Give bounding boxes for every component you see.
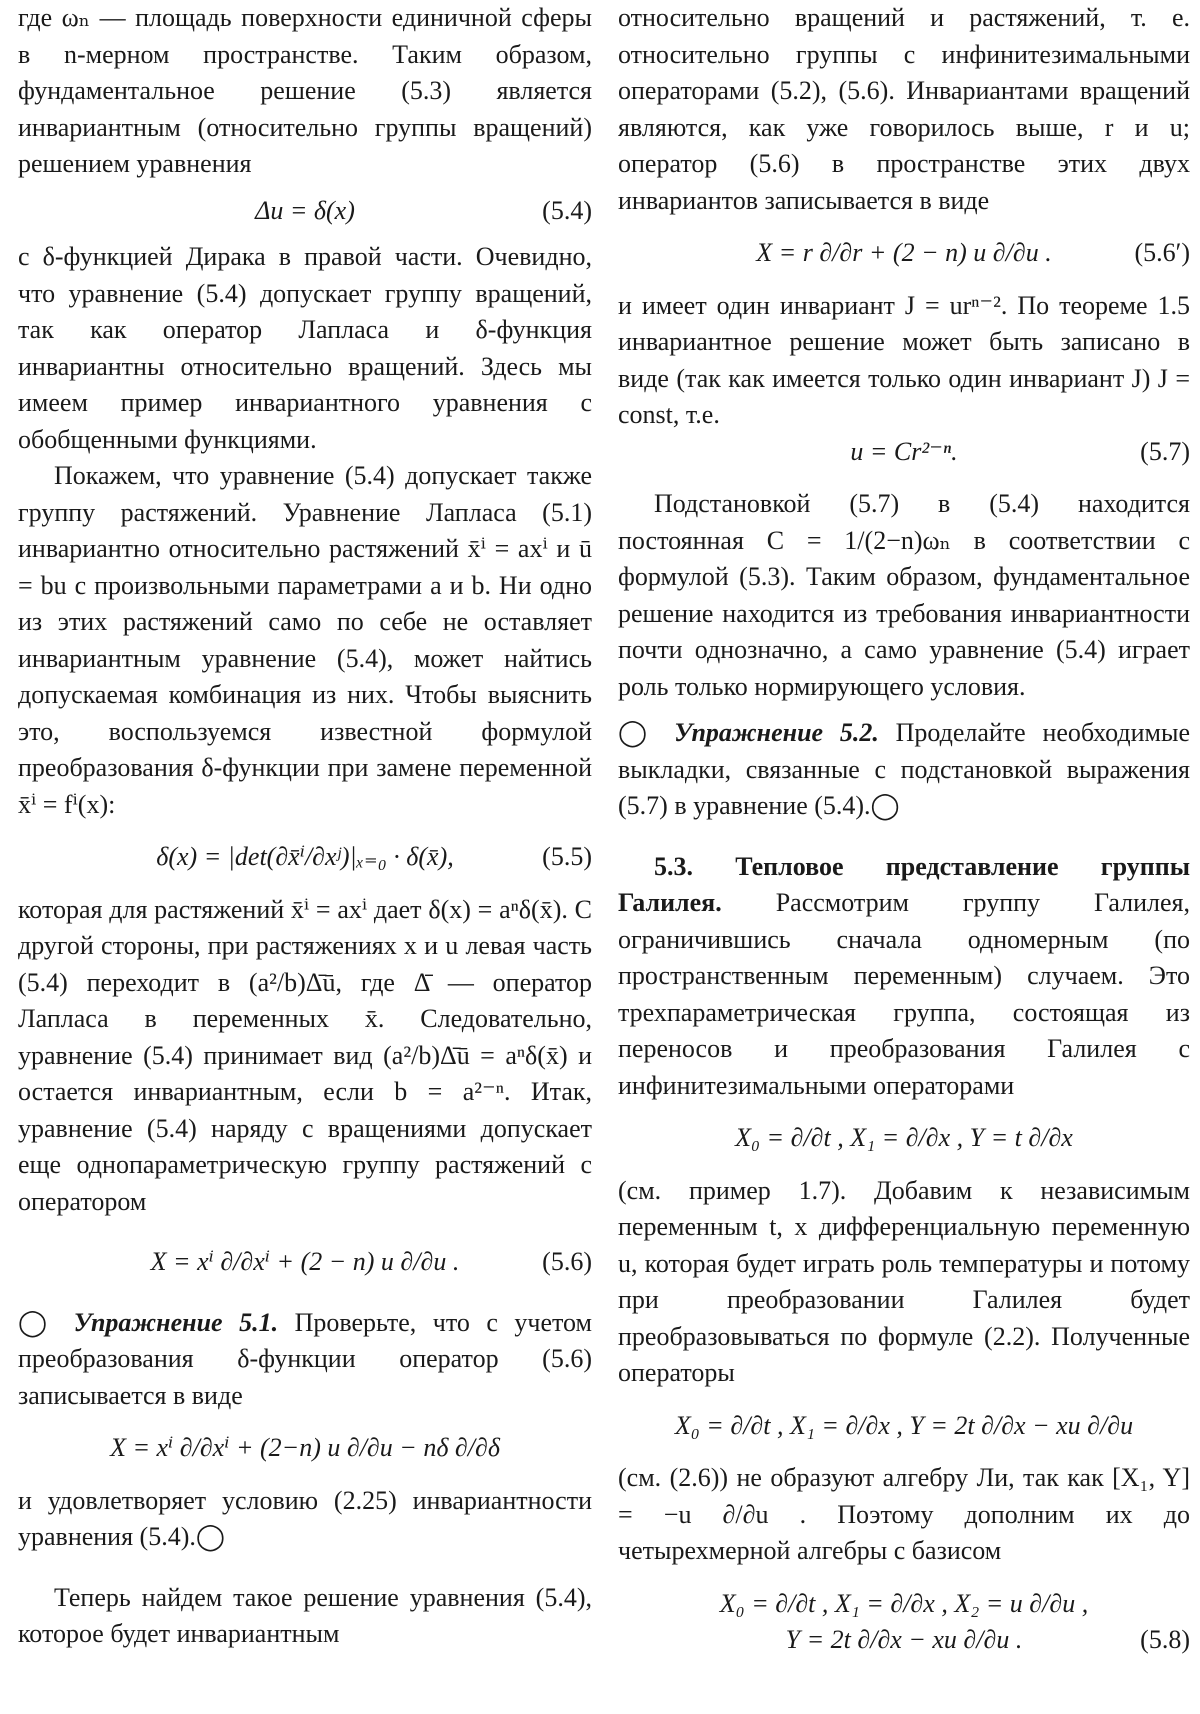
formula-text: X₀ = ∂/∂t , X₁ = ∂/∂x , Y = t ∂/∂x [735,1123,1073,1152]
section-text: Рассмотрим группу Галилея, ограничившись сначала одномерным (по пространственным переменным) случаем. Это трехпараметрическая группа, состоящая из переносов и преобразования Галилея с инфинитезимальными операторами [618,888,1191,1100]
formula-5-8 [618,1586,1190,1623]
formula-text: Δu = δ(x) [255,195,355,225]
formula-5-4 [18,193,592,230]
section-5-3 [618,849,1190,1105]
exercise-circle-icon: ◯ [18,1307,58,1337]
exercise-circle-icon: ◯ [618,718,658,747]
exercise-5-2 [618,715,1190,825]
exercise-title: Упражнение 5.2. [674,718,879,747]
right-column [618,0,1190,1659]
formula-text: δ(x) = |det(∂x̄ⁱ/∂xʲ)|ₓ₌₀ · δ(x̄), [156,842,454,871]
exercise-text: Проделайте необходимые выкладки, связанные с подстановкой выражения (5.7) в уравнение (5.4).◯ [618,718,1191,820]
formula-text: X₀ = ∂/∂t , X₁ = ∂/∂x , X₂ = u ∂/∂u , [719,1588,1089,1618]
paragraph: Подстановкой (5.7) в (5.4) находится постоянная C = 1/(2−n)ωₙ в соответствии с формулой (5.3). Таким образом, фундаментальное решение находится из требования инвариантности почти однозначно, а само уравнение (5.4) играет роль только нормирующего условия. [618,489,1190,701]
exercise-5-1 [18,1305,592,1415]
formula-text: X₀ = ∂/∂t , X₁ = ∂/∂x , Y = 2t ∂/∂x − xu ∂/∂u [674,1410,1134,1440]
formula-5-6 [18,1244,592,1281]
formula-text: u = Cr²⁻ⁿ. [850,436,958,466]
paragraph: которая для растяжений x̄ⁱ = axⁱ дает δ(x) = aⁿδ(x̄). С другой стороны, при растяжениях x и u левая часть (5.4) переходит в (a²/b)Δ̄ū, где Δ̄ — оператор Лапласа в переменных x̄. Следовательно, уравнение (5.4) принимает вид (a²/b)Δ̄ū = aⁿδ(x̄) и остается инвариантным, если b = a²⁻ⁿ. Итак, уравнение (5.4) наряду с вращениями допускает еще однопараметрическую группу растяжений с оператором [18,894,592,1216]
exercise-text: Проверьте, что с учетом преобразования δ-функции оператор (5.6) записывается в виде [18,1307,592,1410]
paragraph: и имеет один инвариант J = urⁿ⁻². По теореме 1.5 инвариантное решение может быть записано в виде (так как имеется только один инвариант J) J = const, т.е. [618,290,1190,429]
paragraph: с δ-функцией Дирака в правой части. Очевидно, что уравнение (5.4) допускает группу вращений, так как оператор Лапласа и δ-функция инвариантны относительно вращений. Здесь мы имеем пример инвариантного уравнения с обобщенными функциями. [18,242,592,454]
paragraph: и удовлетворяет условию (2.25) инвариантности уравнения (5.4).◯ [18,1485,592,1551]
formula-5-8-line-2 [618,1622,1190,1659]
equation-number: (5.5) [542,842,592,871]
formula-5-7 [618,434,1190,471]
paragraph: (см. пример 1.7). Добавим к независимым переменным t, x дифференциальную переменную u, которая будет играть роль температуры и потому при преобразовании Галилея будет преобразовываться по формуле (2.2). Полученные операторы [618,1175,1190,1387]
section-title: 5.3. Тепловое представление группы Галилея. [618,851,1190,917]
paragraph: где ωₙ — площадь поверхности единичной сферы в n-мерном пространстве. Таким образом, фундаментальное решение (5.3) является инвариантным (относительно группы вращений) решением уравнения [18,3,592,178]
equation-number: (5.8) [1140,1625,1190,1654]
paragraph: Покажем, что уравнение (5.4) допускает также группу растяжений. Уравнение Лапласа (5.1) инвариантно относительно растяжений x̄ⁱ = axⁱ и ū = bu с произвольными параметрами a и b. Ни одно из этих растяжений само по себе не оставляет инвариантным уравнение (5.4), может найтись допускаемая комбинация из них. Чтобы выяснить это, воспользуемся известной формулой преобразования δ-функции при замене переменной x̄ⁱ = fⁱ(x): [18,461,592,819]
equation-number: (5.4) [542,195,592,225]
equation-number: (5.6) [542,1247,592,1276]
formula-exercise-5-1 [18,1430,592,1467]
formula-text: X = r ∂/∂r + (2 − n) u ∂/∂u . [756,238,1052,267]
formula-text: Y = 2t ∂/∂x − xu ∂/∂u . [785,1625,1023,1654]
formula-5-6-prime [618,235,1190,272]
formula-5-5 [18,839,592,876]
paragraph: относительно вращений и растяжений, т. е. относительно группы с инфинитезимальными операторами (5.2), (5.6). Инвариантами вращений являются, как уже говорилось выше, r и u; оператор (5.6) в пространстве этих двух инвариантов записывается в виде [618,3,1190,215]
formula-text: X = xⁱ ∂/∂xⁱ + (2 − n) u ∂/∂u . [150,1247,460,1276]
left-column [18,0,592,1653]
equation-number: (5.7) [1140,436,1190,466]
formula-galilei-operators [618,1120,1190,1157]
formula-extended-operators [618,1408,1190,1445]
paragraph: (см. (2.6)) не образуют алгебру Ли, так как [X₁, Y] = −u ∂/∂u . Поэтому дополним их до четырехмерной алгебры с базисом [618,1463,1190,1565]
equation-number: (5.6′) [1134,238,1190,267]
formula-text: X = xⁱ ∂/∂xⁱ + (2−n) u ∂/∂u − nδ ∂/∂δ [110,1433,500,1462]
paragraph: Теперь найдем такое решение уравнения (5.4), которое будет инвариантным [18,1582,592,1648]
exercise-title: Упражнение 5.1. [73,1307,279,1337]
